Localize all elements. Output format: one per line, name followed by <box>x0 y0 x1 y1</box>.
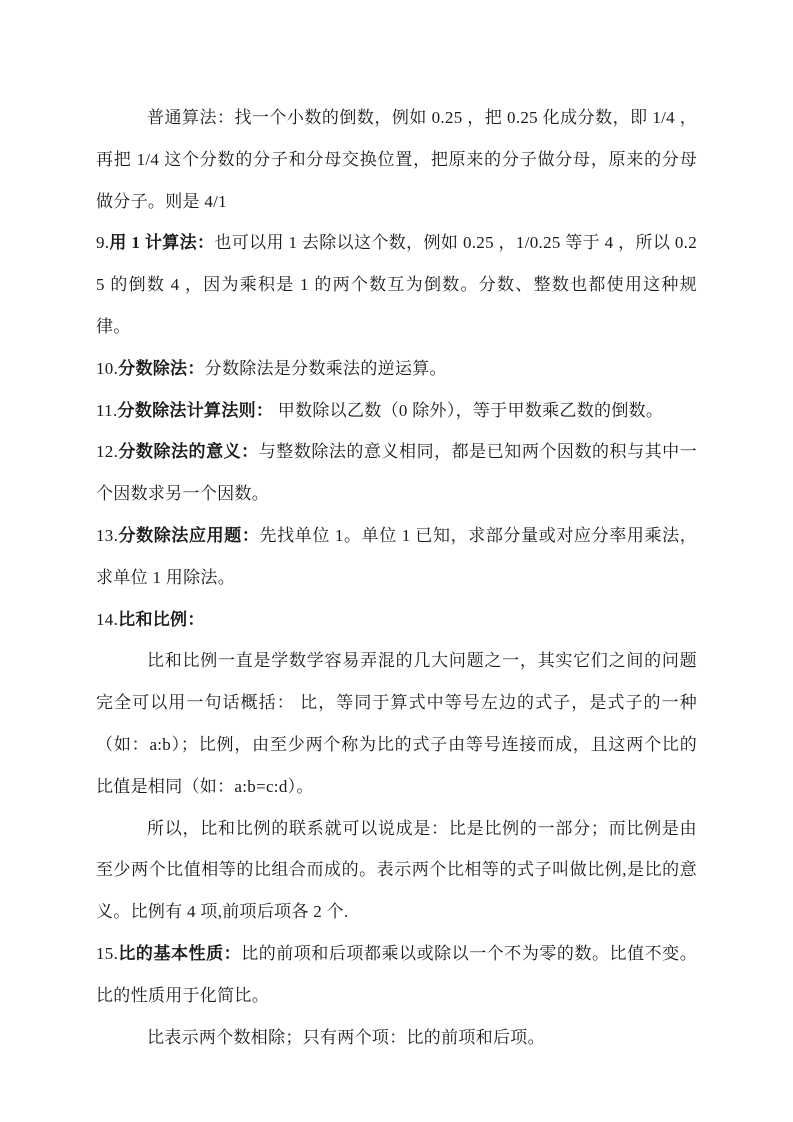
document-content <box>96 97 697 1058</box>
run-text: 比的前项和后项都乘以或除以一个不为零的数。比值不变。比的性质用于化简比。 <box>96 943 697 1005</box>
item-15-basic-property-of-ratio <box>96 933 697 1017</box>
run-number: 11. <box>96 400 118 420</box>
run-number: 12. <box>96 442 119 462</box>
run-number: 14. <box>96 609 119 629</box>
item-12-fraction-division-meaning <box>96 431 697 515</box>
run-number: 10. <box>96 358 119 378</box>
run-text: 分数除法是分数乘法的逆运算。 <box>204 358 447 378</box>
run-term: 分数除法计算法则： <box>117 400 274 420</box>
run-term: 分数除法应用题： <box>118 525 260 545</box>
item-11-fraction-division-rule <box>96 390 697 432</box>
run-text: 普通算法：找一个小数的倒数，例如 0.25 ，把 0.25 化成分数，即 1/4 ，再把 1/4 这个分数的分子和分母交换位置，把原来的分子做分母，原来的分母做分子。则是 4/1 <box>96 108 697 211</box>
run-text: 比表示两个数相除；只有两个项：比的前项和后项。 <box>147 1027 545 1047</box>
run-term: 比和比例： <box>118 609 205 629</box>
run-number: 9. <box>96 233 110 253</box>
para-ratio-vs-proportion-intro <box>96 640 697 807</box>
run-number: 13. <box>96 525 119 545</box>
run-text: 也可以用 1 去除以这个数，例如 0.25 ，1/0.25 等于 4 ，所以 0.25 的倒数 4 ，因为乘积是 1 的两个数互为倒数。分数、整数也都使用这种规律。 <box>96 233 697 336</box>
run-term: 用 1 计算法： <box>109 233 215 253</box>
run-term: 分数除法： <box>118 358 205 378</box>
item-13-fraction-division-word-problems <box>96 515 697 599</box>
run-term: 比的基本性质： <box>118 943 242 963</box>
item-10-fraction-division <box>96 348 697 390</box>
run-text: 先找单位 1。单位 1 已知，求部分量或对应分率用乘法，求单位 1 用除法。 <box>96 525 697 587</box>
para-ratio-proportion-relation <box>96 808 697 933</box>
run-number: 15. <box>96 943 119 963</box>
run-text: 甲数除以乙数（0 除外），等于甲数乘乙数的倒数。 <box>273 400 664 420</box>
run-text: 比和比例一直是学数学容易弄混的几大问题之一，其实它们之间的问题完全可以用一句话概括： 比，等同于算式中等号左边的式子，是式子的一种（如：a:b）；比例，由至少两个称为比的式子由等号连接而成，且这两个比的比值是相同（如：a:b=c:d）。 <box>96 651 697 796</box>
run-text: 与整数除法的意义相同，都是已知两个因数的积与其中一个因数求另一个因数。 <box>96 442 698 504</box>
item-14-ratio-and-proportion <box>96 599 697 641</box>
para-ratio-definition <box>96 1017 697 1059</box>
run-text: 所以，比和比例的联系就可以说成是：比是比例的一部分；而比例是由至少两个比值相等的比组合而成的。表示两个比相等的式子叫做比例,是比的意义。比例有 4 项,前项后项各 2 个. <box>96 818 697 922</box>
run-term: 分数除法的意义： <box>118 442 259 462</box>
para-ordinary-algorithm <box>96 97 697 222</box>
item-9-calc-with-1 <box>96 222 697 347</box>
